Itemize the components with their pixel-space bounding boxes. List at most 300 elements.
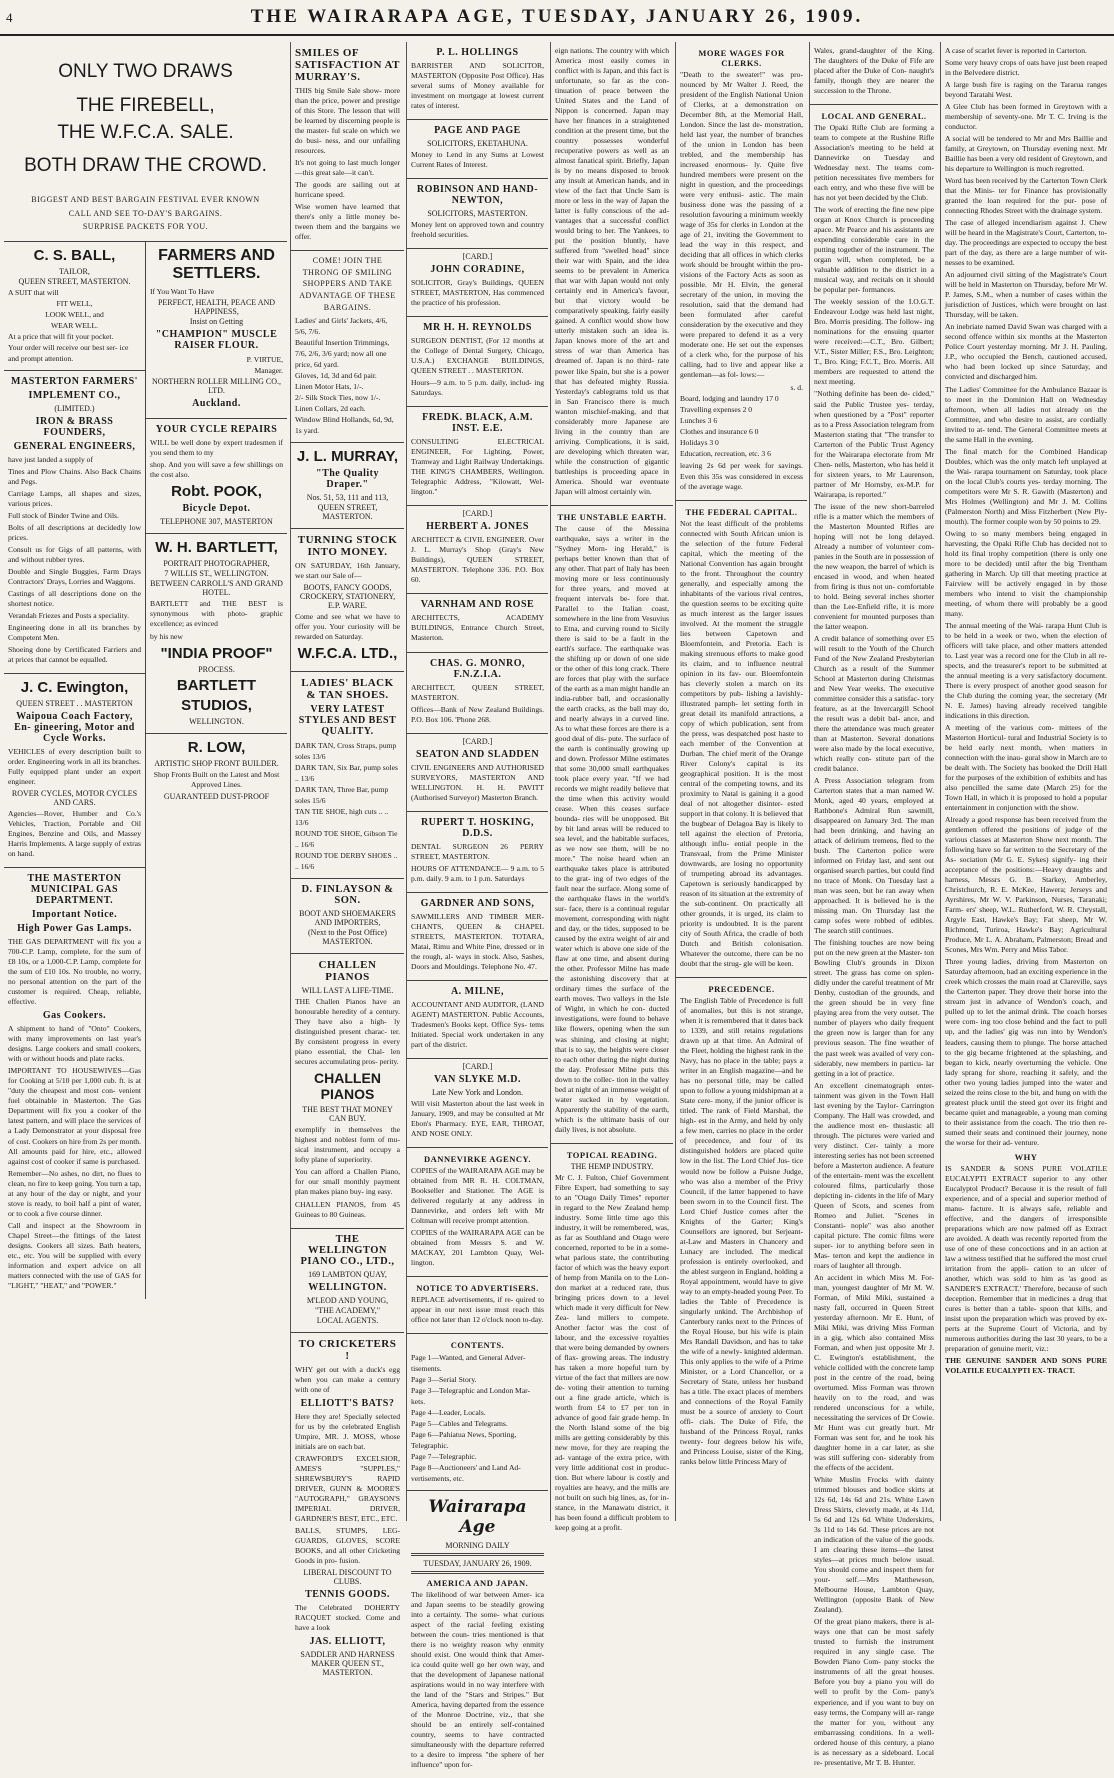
ad-line: WELLINGTON. bbox=[189, 716, 244, 726]
article-america-japan-cont bbox=[551, 42, 673, 506]
ad-line: DARK TAN, Three Bar, pump soles 15/6 bbox=[295, 785, 389, 806]
news-paragraph: The Opaki Rifle Club are forming a team to compete at the Rushine Rifle Association's meeting to be held at Dannevirke on Tuesday and Wednesday next. The teams com- petition necessitates five members for each entry, and who these five will be has not yet been decided by the Club. bbox=[814, 123, 934, 203]
ad-headline: BOTH DRAW THE CROWD. bbox=[24, 155, 267, 177]
ad-headline: TENNIS GOODS. bbox=[305, 1588, 390, 1600]
ad-low-builder bbox=[146, 734, 287, 808]
contents-entry: Page 7—Telegraphic. bbox=[411, 1452, 477, 1462]
ad-line: At a price that will fit your pocket. bbox=[8, 331, 114, 341]
card-hosking bbox=[407, 812, 548, 893]
advertiser-name: JAS. ELLIOTT, bbox=[309, 1635, 386, 1647]
ad-line: Engineering done in all its branches by Competent Men. bbox=[8, 623, 141, 643]
news-paragraph: Three young ladies, driving from Masterton on Saturday afternoon, had an exciting experience in the creek which crosses the main road at Clareville, says the Carterton paper. They drove their horse into the stream just in advance of Wendon's coach, and pulled up to let the animal drink. The coach horses were com- ing too close behind and the fact to pull up, and the ladies' gig was run into by Wendon's leaders, causing them to plunge. The horse attached to the gig became frightened at the splashing, and began to kick, nearly overturning the vehicle. One lady sprang for shore, reaching it safely, and the other two young ladies jumped into the water and seized the reins close to the bit, and hung on with the greatest pluck until the steed got over its fright and became quiet and manageable, a young man coming to their assistance from the coach. The trio then re- sumed their seats and continued their journey, none the worse for their ad- venture. bbox=[945, 957, 1107, 1147]
ad-line: BETWEEN CARROLL'S AND GRAND HOTEL. bbox=[150, 578, 283, 597]
ad-line: Verandah Friezes and Posts a speciality. bbox=[8, 611, 129, 620]
contents-entry: Page 3—Telegraphic and London Mar- kets. bbox=[411, 1386, 531, 1407]
ad-headline: ONLY TWO DRAWS bbox=[58, 61, 233, 82]
ad-line: QUEEN STREET, MASTERTON. bbox=[317, 503, 378, 522]
column-1 bbox=[4, 42, 287, 1521]
expense-row: Clothes and insurance 6 0 bbox=[680, 427, 759, 437]
news-paragraph: The finishing touches are now being put on the new green at the Master- ton Bowling Club's grounds in Dixon street. The grass has come on splen- didly under the careful treatment of Mr Denby, custodian of the grounds, and the green should be in very fine playing area from the very outset. The number of players who daily frequent the green now is larger than for any previous season. The fine weather of the past week was availed of very con- siderably, new members in particu- lar getting in a lot of practice. bbox=[814, 938, 934, 1078]
ad-line: Carriage Lamps, all shapes and sizes, various prices. bbox=[8, 488, 141, 508]
article-headline: TOPICAL READING. bbox=[566, 1149, 658, 1160]
card-seaton bbox=[407, 734, 548, 812]
article-text: leaving 2s 6d per week for savings. Even this 35s was considered in excess of the average wage. bbox=[680, 461, 803, 491]
card-text: Will visit Masterton about the last week in January, 1909, and may be consulted at Mr Ebon's Pharmacy. EYE, EAR, THROAT, AND NOSE ONLY. bbox=[411, 1098, 544, 1138]
ad-text: THE GENUINE SANDER AND SONS PURE VOLATILE EUCALYPTI EX- TRACT. bbox=[945, 1355, 1107, 1375]
article-headline: THE UNSTABLE EARTH. bbox=[557, 511, 667, 522]
advertiser-name: CHAS. G. MONRO, F.N.Z.I.A. bbox=[430, 657, 525, 680]
card-text: Hours—9 a.m. to 5 p.m. daily, includ- ing Saturdays. bbox=[411, 378, 544, 398]
ad-line: LOCAL AGENTS. bbox=[316, 1315, 379, 1325]
newspaper-title: THE WAIRARAPA AGE, TUESDAY, JANUARY 26, 1909. bbox=[250, 6, 864, 27]
ad-headline: Bicycle Depot. bbox=[182, 502, 251, 514]
advertiser-name: FREDK. BLACK, A.M. INST. E.E. bbox=[422, 412, 533, 435]
ad-line: A shipment to hand of "Onto" Cookers, with many improvements on last year's designs. Large cookers and small cookers, with or without hoods and plate racks. bbox=[8, 1024, 141, 1064]
section-heading: CONTENTS. bbox=[450, 1340, 505, 1351]
ad-headline: IRON & BRASS FOUNDERS, bbox=[35, 415, 114, 438]
card-text: ACCOUNTANT AND AUDITOR, (LAND AGENT) MASTERTON. Public Accounts, Tradesmen's Books kept. Office Sys- tems Initiated. Special work undertaken in any part of the district. bbox=[411, 999, 544, 1049]
ad-line: IMPORTANT TO HOUSEWIVES—Gas for Cooking at 5/10 per 1,000 cub. ft. is at "duty the cheapest and most con- venient fuel obtainable in Masterton. The Gas Department will fix you a cooker of the latest pattern, and will place the services of a Lady Demonstrator at your disposal free of cost. Cookers on hire from 2s per month. All amounts paid for hire, etc., allowed against cost of cooker if same is purchased. bbox=[8, 1066, 141, 1166]
article-headline: LOCAL AND GENERAL. bbox=[821, 111, 927, 122]
ad-line: WEAR WELL. bbox=[50, 320, 99, 330]
card-text: SURGEON DENTIST, (For 12 months at the College of Dental Surgery, Chicago, U.S.A.) EXCHANGE BUILDINGS, QUEEN STREET . . MASTERTON. bbox=[411, 336, 544, 376]
ad-line: You can afford a Challen Piano, for our small monthly payment plan makes piano buy- ing easy. bbox=[295, 1167, 400, 1197]
ad-headline: COME! JOIN THE THRONG OF SMILING SHOPPERS AND TAKE ADVANTAGE OF THESE BARGAINS. bbox=[299, 256, 396, 312]
advertiser-name: VAN SLYKE M.D. bbox=[433, 1073, 522, 1085]
ad-line: have just landed a supply of bbox=[8, 454, 93, 464]
ad-cycle-repairs bbox=[146, 419, 287, 534]
ad-line: If You Want To Have bbox=[150, 286, 215, 296]
card-page-and-page bbox=[407, 120, 548, 179]
advertiser-name: J. C. Ewington, bbox=[20, 679, 129, 697]
column-6 bbox=[809, 42, 938, 1767]
ad-headline: WHY bbox=[1014, 1151, 1038, 1162]
card-text: DENTAL SURGEON 26 PERRY STREET, MASTERTON. bbox=[411, 841, 544, 861]
column-2 bbox=[290, 42, 404, 1677]
ad-line: THE BEST THAT MONEY CAN BUY. bbox=[302, 1105, 393, 1124]
masthead bbox=[0, 0, 1114, 36]
card-van-slyke bbox=[407, 1059, 548, 1148]
ad-line: WILL be well done by expert tradesmen if you send them to my bbox=[150, 437, 283, 457]
article-subheading: THE HEMP INDUSTRY. bbox=[570, 1161, 654, 1171]
ad-masterton-farmers-implement bbox=[4, 371, 145, 674]
ad-line: BOOTS, FANCY GOODS, CROCKERY, STATIONERY, E.P. WARE. bbox=[299, 583, 396, 611]
ad-line: Linen Motor Hats, 1/-. bbox=[295, 382, 364, 392]
ad-murray-draper bbox=[291, 443, 404, 529]
card-text: ARCHITECTS, ACADEMY BUILDINGS, Entrance Church Street, Masterton. bbox=[411, 613, 544, 643]
ad-wellington-piano bbox=[291, 1229, 404, 1333]
news-paragraph: A credit balance of something over £5 will result to the Youth of the Church Fund of the New Zealand Presbyterian Church as a result of the Summer School at Masterton during Christmas and New Year weeks. The executive committee consider this a satisfac- tory feature, as at the Invercargill School the result was a debit bal- ance, and there the attendance was much greater than at Masterton. Several donations were also made by the local executive, which really con- stitute part of the credit balance. bbox=[814, 633, 934, 774]
ad-headline: TO CRICKETERS ! bbox=[298, 1337, 397, 1362]
news-paragraph: A large bush fire is raging on the Tararua ranges beyond Taratahi West. bbox=[945, 80, 1107, 100]
article-headline: AMERICA AND JAPAN. bbox=[426, 1578, 529, 1589]
ad-line: WHY get out with a duck's egg when you can make a century with one of bbox=[295, 1364, 400, 1394]
ad-headline: CHALLEN PIANOS bbox=[314, 1070, 381, 1103]
ad-text: IS SANDER & SONS PURE VOLATILE EUCALYPTI EXTRACT superior to any other Eucalyptol Product? Because it is the result of full experience, and of a special and superior method of manu- facture. It is always safe, reliable and effective, and the dangers of irresponsible preparations which are now palmed off as Extract are avoided. A death was recently reported from the use of one of these concoctions and in an action at law a witness testified that he suffered the most cruel irritation from the appli- cation to an ulcer of another, which was sold to him as 'as good as SANDER'S EXTRACT.' Therefore, because of such deception. Remember that in medicines a drug that cures is better than a table- spoon that kills, and insist upon the preparation which was proved by ex- perts at the Supreme Court of Victoria, and by numerous authorities during the last 30 years, to be a preparation of genuine merit, viz.: bbox=[945, 1163, 1107, 1353]
news-paragraph: The final match for the Combined Handicap Doubles, which was the only match left unplayed at the Wai- rarapa tournament on Saturday, took place on the local Club's courts yes- terday morning. The competitors were Mr S. R. Gawith (Masterton) and Mrs Holmes (Wellington) and Mr J. M. Collins (Palmerston North) and Miss Fitzherbert (New Ply- mouth). The former couple won by 50 points to 29. bbox=[945, 446, 1107, 526]
ad-line: Call and inspect at the Showroom in Chapel Street—the fittings of the latest designs. Cookers all sizes. Bath heaters, etc., etc. You will be supplied with every information and expert advice on all matters connected with the use of GAS for "LIGHT," "HEAT," and "POWER." bbox=[8, 1220, 141, 1290]
contents-entry: Page 3—Serial Story. bbox=[411, 1375, 477, 1385]
ad-headline: VERY LATEST STYLES AND BEST QUALITY. bbox=[298, 704, 397, 738]
ad-row bbox=[4, 242, 287, 1299]
ad-line: Insist on Getting bbox=[189, 316, 244, 326]
news-paragraph: A Glee Club has been formed in Greytown with a membership of seventy-one. Mr T. C. Irving is the conductor. bbox=[945, 102, 1107, 132]
advertiser-name: ROBINSON AND HAND-NEWTON, bbox=[416, 184, 539, 207]
ad-line: Consult us for Gigs of all patterns, with and without rubber tyres. bbox=[8, 544, 141, 564]
ad-line: CALL AND SEE TO-DAY'S BARGAINS. bbox=[68, 208, 223, 218]
section-heading: DANNEVIRKE AGENCY. bbox=[424, 1153, 531, 1164]
expense-row: Travelling expenses 2 0 bbox=[680, 405, 753, 415]
card-text: SOLICITOR, Gray's Buildings, QUEEN STREET, MASTERTON, Has commenced the practice of his profession. bbox=[411, 278, 544, 308]
card-text: SOLICITORS, MASTERTON. bbox=[427, 209, 528, 219]
article-text: The cause of the Messina earthquake, says a writer in the "Sydney Morn- ing Herald," is perhaps better known than that of any other. That part of Italy has been moving more or less continuously for three years, and moved at frequent intervals be- fore that. Parallel to the Italian coast, somewhere in the line from Vesuvius to Etna, and curving round to Sicily there is said to be a fault in the earth's surface. The earthquake was the shifting up or down of one side or the other of this long crack. There are forces that play with the surface of the earth as a man might handle an india-rubber ball, and occasionally the earth cracks, as the ball may do, and nearly always in a curved line. As to what these forces are there is a good deal of dis- pute. The surface of the earth is continually growing up and down. Professor Milne estimates that some 30,000 small earthquakes took place every year. "If we had records we might readily believe that the time when this activity would cease. When this ceases surface bounda- ries will be unopposed. Bit by bit land areas will be reduced to sea level, and the habitable surfaces, as we now see them, will be no more." The noise heard when an earthquake takes place is attributed to the grat- ing of two edges of the fault near the surface. Along some of the earthquake flaws in the world's sur- face, there is a continual regular movement, corresponding with night and day, or the tides, supposed to be caused by the extra weight of air and water which is above one side of the flaw at one time, and absent during the other. Professor Milne has made the astonishing discovery that at ordinary times the surface of the earth moves. Two valleys in the Isle of Wight, in which he con- ducted investigations, were found to behave like flowers, opening when the sun was shining, and closing at night; that is to say, the heights were closer to each other during the night during the day. Professor Milne puts this down to the collec- tion in the valley bed at night of an immense weight of water sucked in by vegetation. Apparently the stability of the earth, which is the ultimate basis of our daily lives, is not absolute. bbox=[555, 523, 669, 1134]
ad-line: BALLS, STUMPS, LEG-GUARDS, GLOVES, SCORE BOOKS, and all other Cricketing Goods in pro- fusion. bbox=[295, 1525, 400, 1565]
card-text: CIVIL ENGINEERS AND AUTHORISED SURVEYORS, MASTERTON AND WELLINGTON. H. H. PAVITT (Authorised Surveyor) Masterton Branch. bbox=[411, 762, 544, 802]
advertiser-name: W.F.C.A. LTD., bbox=[297, 645, 398, 663]
notice-text: COPIES of the WAIRARAPA AGE can be obtained from Messrs S. and W. MACKAY, 201 Lambton Quay, Wel- lington. bbox=[411, 1228, 544, 1268]
column-7 bbox=[940, 42, 1111, 1521]
ad-headline: ELLIOTT'S BATS? bbox=[300, 1397, 395, 1409]
card-milne bbox=[407, 981, 548, 1059]
ad-gas-department bbox=[4, 868, 145, 1299]
local-news-cont bbox=[941, 42, 1111, 1384]
advertiser-name: D. FINLAYSON & SON. bbox=[301, 884, 394, 907]
column-5 bbox=[675, 42, 807, 1521]
expense-row: Board, lodging and laundry 17 0 bbox=[680, 394, 779, 404]
expense-table-head: s. d. bbox=[790, 383, 803, 393]
ad-line: It's not going to last much longer—this great sale—it can't. bbox=[295, 158, 400, 178]
ad-line: SURPRISE PACKETS FOR YOU. bbox=[82, 222, 209, 232]
ad-line: 2/- Silk Stock Ties, now 1/-. bbox=[295, 393, 381, 403]
ad-line: The goods are sailing out at hurricane speed. bbox=[295, 180, 400, 200]
ad-line: exemplify in themselves the highest and noblest form of mu- sical instrument, and occupy a lofty plane of superiority. bbox=[295, 1125, 400, 1165]
ad-line: DARK TAN, Six Bar, pump soles .. 13/6 bbox=[295, 763, 398, 784]
expense-row: Education, recreation, etc. 3 6 bbox=[680, 449, 771, 459]
notice-dannevirke-agency bbox=[407, 1148, 548, 1277]
ad-line: Shop Fronts Built on the Latest and Most Approved Lines. bbox=[153, 769, 280, 789]
advertiser-name: J. L. MURRAY, bbox=[296, 448, 399, 466]
nameplate-title: Wairarapa Age bbox=[428, 1497, 527, 1538]
ad-line: Agencies—Rover, Humber and Co.'s Vehicles, Traction, Portable and Oil Engines, Benzine and Oils, and Massey Harris Implements. A large supply of extras on hand. bbox=[8, 809, 141, 859]
card-robinson bbox=[407, 179, 548, 249]
advertiser-name: THE WELLINGTON PIANO CO., LTD., bbox=[300, 1233, 395, 1267]
card-hollings bbox=[407, 42, 548, 120]
ad-wfca-draws bbox=[4, 42, 287, 242]
advertiser-name: A. MILNE, bbox=[450, 985, 505, 997]
page-number: 4 bbox=[6, 10, 13, 25]
news-paragraph: The annual meeting of the Wai- rarapa Hunt Club is to be held in a week or two, when the election of officers will take place, and other matters attended to. Last year was a record one for the Club in all re- spects, and the treasurer's report to be submitted at the annual meeting is a very satisfactory document. There is every prospect of another good season for the Club during the coming year, the secretary (Mr N. E. James) having already received tangible indications in this direction. bbox=[945, 620, 1107, 720]
ad-line: Manager. bbox=[254, 365, 283, 375]
ad-line: PERFECT, HEALTH, PEACE AND HAPPINESS, bbox=[157, 297, 276, 316]
contents-entry: Page 6—Pahiatua News, Sporting, Telegraphic. bbox=[411, 1430, 517, 1451]
ad-line: Shoeing done by Certificated Farriers and at prices that cannot be equalled. bbox=[8, 645, 141, 665]
news-paragraph: The issue of the new short-barreled rifle is a matter which the members of the Masterton Mounted Rifles are hoping will not be long delayed. Already a number of volunteer com- panies in the South are in possession of the new weapon, the barrel of which is encased in wood, and when heated from firing is thus not un- comfortable to hold. Being several inches shorter than the Lee-Enfield rifle, it is more convenient for mounted purposes than the latter weapon. bbox=[814, 501, 934, 631]
card-gardner bbox=[407, 893, 548, 981]
advertiser-name: P. L. HOLLINGS bbox=[436, 47, 519, 58]
news-paragraph: A social will be tendered to Mr and Mrs Baillie and family, at Greytown, on Thursday evening next. Mr Baillie has been a very old resident of Greytown, and his departure to Wellington is much regretted. bbox=[945, 134, 1107, 174]
advertiser-name: HERBERT A. JONES bbox=[426, 521, 529, 533]
article-text: Mr C. J. Fulton, Chief Government Fibre Expert, had something to say to an "Otago Daily Times" reporter in regard to the New Zealand hemp industry. Some little time ago this industry, it will be remembered, was, as far as Southland and Otago were concerned, reported to be in a some- what parlous state, the contributing factor of which was the heavy export of hemp from Manila on to the Lon- don market at a reduced rate, thus bringing prices down to a level which made it very difficult for New Zea- land millers to compete. Another factor was the cost of labour, and the excessive royalties that were being demanded by owners of flax- growing areas. The industry has taken a more hopeful turn by virtue of the fact that millers are now de- voting their attention to turning out a fine grade article, which is worth from £4 to £7 per ton in advance of good fair grade hemp. In the North Island some of the big mills are getting considerably by this new move, for they are reaping the ad- vantage of the extra price, with very little additional cost in produc- tion. But where labour is costly and royalties are heavy, and the mills are not built on such big lines, as, for in- stance, in the Manawatu district, it has been found a difficult problem to keep going at a profit. bbox=[555, 1172, 669, 1533]
ad-line: GUARANTEED DUST-PROOF bbox=[163, 791, 270, 801]
news-paragraph: The work of erecting the fine new pipe organ at Knox Church is proceeding apace. Mr Pearce and his assistants are expending considerable care in the putting together of the instrument. The organ will, when completed, be a valuable addition to the district in a musical way, and recitals on it should be popular per- formances. bbox=[814, 205, 934, 295]
news-paragraph: The weekly session of the I.O.G.T. Endeavour Lodge was held last night, Bro. Morris presiding. The follow- ing nominations for the ensuing quarter were received:—C.T., Bro. Gilbert; V.T., Sister Miller; F.S., Bro. Leighton; T., Bro. King; F.C.T., Bro. Morris. All members are requested to attend the next meeting. bbox=[814, 297, 934, 387]
card-text: HOURS OF ATTENDANCE— 9 a.m. to 5 p.m. daily. 9 a.m. to 1 p.m. Saturdays bbox=[411, 863, 544, 883]
article-text: eign nations. The country with which America most easily comes in conflict with is Japan, and this fact is unfortunate, so far as the con- tinuation of peace between the United States and the Land of Nippon is concerned. Japan may have her finances in a straightened condition at the present time, but the country possesses wonderful recuperative powers as well as an almost fanatical spirit. Briefly, Japan is by no means disposed to brook any insult at American hands, and in view of the fact that Uncle Sam is more or less in the way of Japan the latter is fully conscious of the ad- vantages that a successful conflict would bring to her. The Yankees, to put the position bluntly, have suffered from "swelled head" since their war with Spain, and the idea seems to be prevalent in America that war with Japan would not only certainly end in America's favour, but that victory would be comparatively speaking, fairly easily gained. A conflict would show how utterly mistaken such an idea is. Japan knows more of the art and stress of war than America has dreamed of. Japan is no third- rate power like Spain, but she is a power that has defeated mighty Russia. Yesterday's cablegrams told us that in San Francisco there is much wanton mischief-making, and that considerably more Japanese are living in the country than are arriving. Complications, it is said, are developing which threaten war, while the construction of gigantic battleships is proceeding apace in America. Should war eventuate Japan will almost certainly win. bbox=[555, 46, 669, 496]
ad-headline: "CHAMPION" MUSCLE RAISER FLOUR. bbox=[155, 328, 278, 351]
card-reynolds bbox=[407, 317, 548, 407]
nameplate-date: TUESDAY, JANUARY 26, 1909. bbox=[423, 1559, 532, 1569]
column-3 bbox=[406, 42, 548, 1770]
ad-line: Full stock of Binder Twine and Oils. bbox=[8, 510, 119, 520]
ad-line: LOOK WELL, and bbox=[45, 309, 104, 319]
ad-ladies-shoes bbox=[291, 672, 404, 879]
ad-smiles-murray bbox=[291, 42, 404, 251]
article-headline: THE FEDERAL CAPITAL. bbox=[685, 506, 798, 517]
ad-ball-tailor bbox=[4, 242, 145, 371]
ad-line: "THE ACADEMY," bbox=[314, 1305, 381, 1315]
ad-line: ROUND TOE DERBY SHOES .. .. 16/6 bbox=[295, 851, 398, 872]
ad-line: Window Blind Hollands, 6d, 9d, 1s yard. bbox=[295, 415, 394, 436]
ad-ewington bbox=[4, 674, 145, 868]
news-paragraph: Owing to so many members being engaged in harvesting, the Opaki Rifle Club has decided not to hold its final trophy competition (there is only one more to be decided) until after the big Trentham gathering in March. Up till that meeting practice at Fairview will be actively engaged in by those members who intend to visit the championship meeting, of whom there will probably be a good many. bbox=[945, 528, 1107, 618]
ad-headline: TURNING STOCK INTO MONEY. bbox=[297, 534, 398, 559]
ad-line: TAN TIE SHOE, high cuts .. .. 13/6 bbox=[295, 807, 389, 828]
ad-line: LIBERAL DISCOUNT TO CLUBS. bbox=[303, 1567, 392, 1586]
news-paragraph: An adjourned civil sitting of the Magistrate's Court will be held in Masterton on Thursday, before Mr W. P. James, S.M., when a number of cases within the jurisdiction of Justices, which were brought on last Thursday, will be taken. bbox=[945, 270, 1107, 320]
news-paragraph: White Muslin Frocks with dainty trimmed blouses and bodice skirts at 12s 6d, 14s 6d and 21s. White Lawn Dress Skirts, cleverly made, at 4s 11d, 5s 6d and 12s 6d. White Underskirts, 3s 11d to 14s 6d. These prices are not an indication of the value of the goods. I am clearing these items—the latest styles—at prices much below usual. You should come and inspect them for your- self.—Mrs Matthewson, Melbourne House, Lambton Quay, Wellington (opposite Bank of New Zealand). bbox=[814, 1475, 934, 1615]
ad-line: TELEPHONE 307, MASTERTON bbox=[160, 516, 273, 526]
news-paragraph: "Nothing definite has been de- cided," said the Public Trustee yes- terday, when questioned by a "Post" reporter as to a Press Association telegram from Masterton stating that "The transfer to Carterton of the Public Trust Agency for the Wairarapa electorate from Mr Chen- nells, Masterton, who has held it for sixteen years, to Mr Laurenson, partner of Mr Hornsby, ex-M.P. for Wairarapa, is reported." bbox=[814, 389, 934, 499]
ad-line: Here they are! Specially selected for us by the celebrated English Umpire, MR. J. MOSS, whose initials are on each bat. bbox=[295, 1411, 400, 1451]
ad-line: PROCESS. bbox=[198, 664, 235, 674]
ad-headline: "INDIA PROOF" bbox=[160, 644, 273, 662]
ad-line: 169 LAMBTON QUAY, bbox=[308, 1269, 387, 1279]
contents-entry: Page 5—Cables and Telegrams. bbox=[411, 1419, 508, 1429]
ad-line: 7 WILLIS ST., WELLINGTON. bbox=[164, 568, 269, 578]
ad-headline: Waipoua Coach Factory, En- gineering, Motor and Cycle Works. bbox=[14, 711, 135, 745]
ad-bartlett bbox=[146, 534, 287, 734]
ad-headline: Auckland. bbox=[192, 397, 241, 409]
card-text: BARRISTER AND SOLICITOR, MASTERTON (Opposite Post Office). Has several sums of Money available for investment on mortgage at lowest current rates of interest. bbox=[411, 61, 544, 111]
news-paragraph: A case of scarlet fever is reported in Carterton. bbox=[945, 46, 1087, 55]
ad-line: VEHICLES of every description built to order. Engineering work in all its branches. Fully equipped plant under an expert engineer. bbox=[8, 747, 141, 787]
ad-line: Beautiful Insertion Trimmings, 7/6, 2/6, 3/6 yard; now all one price, 6d yard. bbox=[295, 338, 390, 370]
ad-headline: LADIES' BLACK & TAN SHOES. bbox=[301, 677, 394, 702]
ad-headline: MASTERTON FARMERS' bbox=[11, 375, 138, 387]
ad-line: QUEEN STREET, MASTERTON. bbox=[18, 276, 131, 286]
column-4 bbox=[550, 42, 673, 1533]
article-more-wages bbox=[676, 42, 807, 501]
notice-text: COPIES of the WAIRARAPA AGE may be obtained from MR R. H. COLTMAN, Bookseller and Stationer. The AGE is delivered regularly at any address in Dannevirke, and orders left with Mr Coltman will receive prompt attention. bbox=[411, 1165, 544, 1225]
ad-line: Come and see what we have to offer you. Your curiosity will be rewarded on Saturday. bbox=[295, 612, 400, 642]
article-unstable-earth bbox=[551, 506, 673, 1144]
ad-headline: YOUR CYCLE REPAIRS bbox=[155, 423, 278, 435]
card-coradine bbox=[407, 249, 548, 317]
ad-headline: STUDIOS, bbox=[181, 696, 252, 714]
ad-line: TAILOR, bbox=[59, 266, 90, 276]
ad-line: Castings of all descriptions done on the shortest notice. bbox=[8, 588, 141, 608]
news-paragraph: Some very heavy crops of oats have just been reaped in the Belvedere district. bbox=[945, 58, 1107, 78]
card-text: SOLICITORS, EKETAHUNA. bbox=[427, 139, 528, 149]
ad-line: WILL LAST A LIFE-TIME. bbox=[301, 986, 394, 996]
ad-line: (Next to the Post Office) MASTERTON. bbox=[308, 928, 387, 947]
article-precedence bbox=[676, 978, 807, 1475]
notice-text: REPLACE advertisements, if re- quired to appear in our next issue must reach this office not later than 12 o'clock noon to-day. bbox=[411, 1295, 544, 1325]
ad-headline: THE MASTERTON MUNICIPAL GAS DEPARTMENT. bbox=[27, 873, 122, 907]
ad-line: ROUND TOE SHOE, Gibson Tie .. 16/6 bbox=[295, 829, 398, 850]
ad-line: Linen Collars, 2d each. bbox=[295, 404, 366, 414]
article-precedence-cont bbox=[810, 42, 938, 105]
ad-headline: Gas Cookers. bbox=[42, 1010, 107, 1022]
ad-headline: WELLINGTON. bbox=[308, 1281, 387, 1293]
ad-headline: SMILES OF SATISFACTION AT MURRAY'S. bbox=[295, 47, 400, 83]
news-paragraph: Word has been received by the Carterton Town Clerk that the Minis- ter for Finance has provisionally granted the loan required for the pur- pose of connecting Rhodes Street with the drainage system. bbox=[945, 176, 1107, 216]
news-paragraph: An accident in which Miss M. For- man, youngest daughter of Mr M. W. Forman, of Miki Miki, sustained a nasty fall, occurred in Queen Street yesterday afternoon. Mr E. Hunt, of Miki Miki, was driving Miss Forman in a gig, which also contained Miss Forman, and when just opposite Mr J. C. Ewington's establishment, the vehicle collided with the concrete lamp post in the centre of the road, being overturned. Miss Forman was thrown heavily on to the road, and was rendered unconscious for a while, necessitating the services of Dr Cowie. Mr Hunt was cut greatly hurt. Mr Forman was sent for, and he took his daughter home in a car later, as she was still suffering con- siderably from the effects of the accident. bbox=[814, 1272, 934, 1473]
ad-line: ARTISTIC SHOP FRONT BUILDER. bbox=[154, 758, 279, 768]
ad-line: A SUIT that will bbox=[8, 287, 59, 297]
ad-line: THIS big Smile Sale show- more than the price, power and prestige of this Store. The lesson that will be learned by discerning people is the master- ful scale on which we do busi- ness, and our unfailing resources. bbox=[295, 86, 400, 156]
ad-farmers-settlers bbox=[146, 242, 287, 419]
card-varnham bbox=[407, 594, 548, 652]
card-text: Offices—Bank of New Zealand Buildings. P.O. Box 106. 'Phone 268. bbox=[411, 704, 544, 724]
article-text: Wales, grand-daughter of the King. The daughters of the Duke of Fife are placed after the Duke of Con- naught's family, though they are nearer the succession to the Throne. bbox=[814, 46, 934, 96]
article-text: The likelihood of war between Amer- ica and Japan seems to be steadily growing into a certainty. The some- what curious aspect of the racial feeling existing between the coun- tries mentioned is that there is no weighty reason why enmity should exist. One would think that Amer- ica could quite well go her own way, and that the development of Japanese national aspirations would in no way interfere with the land of the "Stars and Stripes." But America, having departed from the essence of the Monroe Doctrine, viz., that she should be an entirely self-contained country, seems to have contracted simultaneously with the departure referred to a desire to impress "the sphere of her influence" upon for- bbox=[411, 1590, 544, 1770]
ad-headline: CHALLEN PIANOS bbox=[318, 959, 377, 984]
notice-advertisers bbox=[407, 1277, 548, 1334]
ad-line: PORTRAIT PHOTOGRAPHER, bbox=[163, 558, 270, 568]
news-paragraph: A Press Association telegram from Carterton states that a man named W. Monk, aged 40 years, employed at Rathbone's Admiral Run sawmill, disappeared on January 3rd. The man had been drinking, and having an attack of delirium tremens, fled to the bush. The Carterton police were informed on Friday last, and sent out organised search parties, but could find no trace of Monk. On Tuesday last a man was seen, but he ran away when approached. It is believed he is the missing man. On Thursday last the camp sofes were robbed of edibles. The search still continues. bbox=[814, 776, 934, 936]
ad-line: M'LEOD AND YOUNG, bbox=[306, 1295, 389, 1305]
article-text: "Death to the sweater!" was pro- nounced by Mr Walter J. Reed, the president of the English National Union of Clerks, at a demonstration on December 8th, at the Memorial Hall, London. Since the last de- monstration, held last year, the number of branches of the union in London has been trebled, and the membership has increased enormous- ly. Quite five hundred members were present on the night in question, and the proceedings were very enthusi- astic. The main business done was the passing of a resolution favouring a minimum weekly wage of 35s for clerks in London at the age of 21, inviting the Government to lead the way in this respect, and deciding that all offices in which clerks work should be brought within the pro- visions of the Factory Acts as soon as possible. Mr H. Elvin, the general secretary of the union, in moving the resolution, said that the demand had been formulated after careful consideration by the executive and they were prepared to defend it as a very moderate one. He set out the expenses of a clerk who, for the purpose of his calling, had to live and appear like a gentleman—as fol- lows:— bbox=[680, 70, 803, 380]
ad-finlayson bbox=[291, 879, 404, 954]
card-text: CONSULTING ELECTRICAL ENGINEER, For Lighting, Power, Tramway and Light Railway Undertakings. THE KING'S CHAMBERS, Wellington. Telegraphic Address, "Kilowatt, Wel- lington." bbox=[411, 437, 544, 497]
ad-throng bbox=[291, 251, 404, 443]
section-heading: NOTICE TO ADVERTISERS. bbox=[416, 1283, 539, 1294]
contents-entry: Page 8—Auctioneers' and Land Ad- vertisements, etc. bbox=[411, 1463, 521, 1484]
advertiser-name: C. S. BALL, bbox=[33, 246, 116, 264]
ad-line: (LIMITED.) bbox=[54, 403, 95, 413]
ad-line: CHALLEN PIANOS, from 45 Guineas to 80 Guineas. bbox=[295, 1199, 400, 1219]
ad-line: by his new bbox=[150, 631, 183, 641]
ad-turning-stock bbox=[291, 529, 404, 672]
ad-line: SADDLER AND HARNESS MAKER QUEEN ST., MASTERTON. bbox=[300, 1649, 395, 1677]
ad-line: Ladies' and Girls' Jackets, 4/6, 5/6, 7/6. bbox=[295, 316, 388, 337]
ad-line: ON SATURDAY, 16th January, we start our Sale of— bbox=[295, 561, 400, 581]
expense-row: Holidays 3 0 bbox=[680, 438, 719, 448]
card-text: Money lent on approved town and country freehold securities. bbox=[411, 220, 544, 240]
ad-headline: THE FIREBELL, bbox=[76, 94, 215, 116]
ad-headline: FARMERS AND SETTLERS. bbox=[158, 246, 275, 282]
card-label: [CARD.] bbox=[462, 736, 493, 746]
ad-headline: IMPLEMENT CO., bbox=[28, 389, 121, 401]
ad-line: BOOT AND SHOEMAKERS AND IMPORTERS, bbox=[299, 909, 396, 928]
card-text: Money to Lend in any Sums at Lowest Current Rates of Interest. bbox=[411, 150, 544, 170]
card-jones bbox=[407, 506, 548, 594]
article-text: The English Table of Precedence is full of anomalies, but this is not strange, when it is remembered that it dates back to 1339, and still retains regulations drawn up at that time. An Admiral of the Fleet, holding the highest rank in the Navy, has no place in the table; pays a writer in an English magazine—and he has no personal title, may be called upon to follow a young midshipman at a State cere- mony, if the junior officer is titled. The rank of Field Marshal, the high- est in the Army, and held by only a few men, carries no place in the order of precedence, and four of its distinguished holders are placed quite low in the list. The Lord Chief Jus- tice would now be follow a Puisne Judge, who was also a member of the Privy Council, if the latter happened to have been sworn in to the Council first. The Lord Chief Justice comes after the Knights of the Garter; King's Counsellors are ignored, but Serjeant-at-Law and Masters in Chancery and Lunacy are included. The medical profession is entirely overlooked, and the ablest surgeon in England, holding a Royal appointment, would have to give way to an empty-headed young Peer. To ladies the Table of Precedence is singularly unkind. The Archbishop of Canterbury ranks next to the Princes of the Royal House, but his wife is plain Mrs Randall Davidson, and has to take the wife of a newly- knighted alderman. This only applies to the wife of a Prime Minister, or a Lord Chancellor, or a Secretary of State, unless her husband has a title. The exact places of members and connections of the Royal Family must be a source of anxiety to Court offi- cials. The Duke of Fife, the husband of the Princess Royal, ranks twenty- four degrees below his wife, and Princess Louise, sister of the King, ranks below little Princess Mary of bbox=[680, 996, 803, 1466]
ad-line: Nos. 51, 53, 111 and 113, bbox=[306, 493, 389, 503]
news-paragraph: The Ladies' Committee for the Ambulance Bazaar is to meet in the Dominion Hall on Wednesday afternoon, when all ladies not already on the Committee, and who desire to assist, are cordially invited to at- tend. The General Committee meets at the same Hall in the evening. bbox=[945, 384, 1107, 444]
advertiser-name: PAGE AND PAGE bbox=[434, 125, 521, 137]
ad-headline: Important Notice. bbox=[31, 909, 118, 921]
card-text: ARCHITECT, QUEEN STREET, MASTERTON. bbox=[411, 682, 544, 702]
ad-headline: "The Quality Draper." bbox=[316, 468, 379, 491]
ad-line: CRAWFORD'S EXCELSIOR, AMES'S "SUPPLES," SHREWSBURY'S RAPID DRIVER, GUNN & MOORE'S "AUTOGRAPH," GRAYSON'S IMPERIAL DRIVER, GARDNER'S BEST, ETC., ETC. bbox=[295, 1453, 400, 1523]
advertiser-name: GARDNER AND SONS, bbox=[420, 897, 535, 909]
ad-line: NORTHERN ROLLER MILLING CO., LTD. bbox=[151, 376, 282, 395]
ad-cricketers bbox=[291, 1333, 404, 1684]
ad-line: Remember—No ashes, no dirt, no flues to clean, no fire to keep going. You turn a tap, at any hour of the day or night, and your stove is ready, to boil half a pint of water, or to cook a five course dinner. bbox=[8, 1168, 141, 1218]
ad-line: BIGGEST AND BEST BARGAIN FESTIVAL EVER KNOWN bbox=[31, 195, 260, 204]
card-text: Late New York and London. bbox=[431, 1087, 524, 1097]
ad-line: Wise women have learned that there's only a little money be- tween them and the bargains we offer. bbox=[295, 202, 400, 242]
card-text: ARCHITECT & CIVIL ENGINEER. Over J. L. Murray's Shop (Gray's New Buildings), QUEEN STREET, MASTERTON. Telephone 336. P.O. Box 60. bbox=[411, 535, 544, 585]
ad-line: FIT WELL, bbox=[56, 298, 93, 308]
advertiser-name: RUPERT T. HOSKING, D.D.S. bbox=[420, 816, 535, 839]
ad-headline: GENERAL ENGINEERS, bbox=[13, 440, 136, 452]
ad-line: Bolts of all descriptions at decidedly low prices. bbox=[8, 522, 141, 542]
advertiser-name: SEATON AND SLADDEN bbox=[415, 748, 540, 760]
article-federal-capital bbox=[676, 501, 807, 979]
card-label: [CARD.] bbox=[462, 509, 493, 519]
ad-line: The Celebrated DOHERTY RACQUET stocked. Come and have a look bbox=[295, 1602, 400, 1632]
ad-line: Your order will receive our best ser- ice and prompt attention. bbox=[8, 342, 129, 363]
news-paragraph: Already a good response has been received from the gentlemen offered the positions of judge of the various classes at Masterton Show next month. The following have so far written to the Secretary of the As- sociation (Mr G. E. Sykes) signify- ing their acceptance of the positions:—Heavy draughts and harness, Messrs G. B. Starkey, Amberley, Christchurch, R. E. McKee, Hawera; Jerseys and Ayrshires, Mr W. V. Parkinson, Nurses, Taranaki; Farm- ers' sheep, W.L. Rutherford, W. R. Chrystall, Argyle East, Hawke's Bay; Fat sheep, Mr W. Richmond, Turiroa, Hawke's Bay; Agricultural Produce, Mr L. A. Abraham, Palmerston; Bread and Scones, Mrs Wm. Perry and Miss Tabor. bbox=[945, 815, 1107, 955]
advertiser-name: VARNHAM AND ROSE bbox=[420, 599, 535, 611]
local-and-general bbox=[810, 105, 938, 1776]
article-topical-reading bbox=[551, 1144, 673, 1542]
contents-entry: Page 1—Wanted, and General Adver- tisements. bbox=[411, 1353, 526, 1374]
advertiser-name: JOHN CORADINE, bbox=[430, 264, 525, 276]
ad-line: THE Challen Pianos have an honourable heredity of a century. They have also a high- ly distinguished present charac- ter. By consistent progress in every piano essential, the Chal- len secures accumulating pros- perity. bbox=[295, 997, 400, 1067]
news-paragraph: An inebriate named David Swan was charged with a second offence within six months at the Masterton Police Court yesterday morning. Mr J. H. Pauling, J.P., who occupied the Bench, cautioned accused, who had been locked up since Saturday, and convicted and discharged him. bbox=[945, 322, 1107, 382]
card-text: SAWMILLERS AND TIMBER MER- CHANTS, QUEEN & CHAPEL STREETS, MASTERTON. TOTARA, Matai, Rimu and White Pine, dressed or in the rough, al- ways in stock. Also, Sashes, Doors and Mouldings. Telephone No. 47. bbox=[411, 911, 544, 971]
ad-line: Gloves, 1d, 3d and 6d pair. bbox=[295, 371, 377, 381]
nameplate-subtitle: MORNING DAILY bbox=[445, 1541, 510, 1551]
ad-line: QUEEN STREET . . MASTERTON bbox=[16, 699, 133, 709]
contents bbox=[407, 1334, 548, 1491]
ad-line: P. VIRTUE, bbox=[246, 354, 283, 364]
advertiser-name: Robt. POOK, bbox=[171, 482, 262, 500]
ad-challen-pianos bbox=[291, 954, 404, 1228]
ad-line: Double and Single Buggies, Farm Drays Contractors' Drays, Lorries and Waggons. bbox=[8, 566, 141, 586]
article-headline: PRECEDENCE. bbox=[708, 984, 775, 995]
card-electrical bbox=[407, 407, 548, 506]
ad-line: BARTLETT and THE BEST is synonymous with photo- graphic excellence; as evinced bbox=[150, 598, 283, 628]
card-monro bbox=[407, 653, 548, 734]
ad-headline: High Power Gas Lamps. bbox=[17, 923, 132, 935]
news-paragraph: Of the great piano makers, there is al- ways one that can be most safely trusted to furnish the instrument required in any single case. The Bowden Piano Com- pany stocks the instruments of all the great houses. Before you buy a piano you will do well to profit by the Com- pany's experience, and if you want to buy on easy terms, the Company will ar- range the matter for you, without any embarrassing conditions. In a well- ordered house of this century, a piano is as necessary as a sideboard. Local re- presentative, Mr T. B. Hunter. bbox=[814, 1617, 934, 1767]
ad-line: DARK TAN, Cross Straps, pump soles 13/6 bbox=[295, 741, 397, 762]
ad-line: ROVER CYCLES, MOTOR CYCLES AND CARS. bbox=[11, 789, 138, 808]
advertiser-name: MR H. H. REYNOLDS bbox=[423, 322, 532, 334]
ad-line: THE GAS DEPARTMENT will fix you a 700-C.P. Lamp, complete, for the sum of £8 10s, or a 1,000-C.P. Lamp, complete for the sum of £10 10s. No trouble, no worry, no personal attention on the part of the customer is required. Cheap, reliable, effective. bbox=[8, 937, 141, 1007]
contents-entry: Page 4—Leader, Locals. bbox=[411, 1408, 486, 1418]
news-paragraph: An excellent cinematograph enter- tainment was given in the Town Hall last evening by the Taylor- Carrington Company. The Hall was crowded, and the audience most en- thusiastic all through. The pictures were varied and very distinct. Cer- tainly a more interesting series has not been screened before a Masterton audience. A feature of the entertain- ment was the excellent coloured films, particularly those depicting in- cidents in the life of Mary Queen of Scots, and scenes from Romeo and Juliet. "Scenes in Constanti- nople" was also another capital picture. The comic films were super- ior to anything before seen in Mas- terton and kept the audience in roars of laughter all through. bbox=[814, 1080, 934, 1270]
news-paragraph: The case of alleged incendiarism against J. Chew will be heard in the Magistrate's Court, Carterton, to- day. The proceedings are expected to occupy the best part of the day, as there are a large number of wit- nesses to be examined. bbox=[945, 218, 1107, 268]
advertiser-name: W. H. BARTLETT, bbox=[155, 538, 278, 556]
ad-line: Tines and Plow Chains. Also Back Chains and Pegs. bbox=[8, 466, 141, 486]
expense-row: Lunches 3 6 bbox=[680, 416, 718, 426]
news-paragraph: A meeting of the various com- mittees of the Masterton Horticul- tural and Industrial Society is to be held early next month, when matters in connection with the inau- gural show in March are to be dealt with. The Society has booked the Drill Hall for the purposes of the exhibition of exhibits and has also pencilled the same date (March 25) for the Town Hall, in which it is proposed to hold a popular entertainment in conjunction with the show. bbox=[945, 723, 1107, 813]
nameplate bbox=[407, 1491, 548, 1778]
card-label: [CARD.] bbox=[462, 252, 493, 262]
ad-headline: THE W.F.C.A. SALE. bbox=[57, 121, 234, 143]
article-text: Not the least difficult of the problems connected with South African union is the selection of the future Federal capital, which the meeting of the National Convention has again brought to the front. Throughout the country generally, and especially among the inhabitants of the various rival centres, the question seems to be exciting quite as much interest as the larger issues involved. At the moment the struggle lies between Capetown and Bloemfontein, and Pretoria. Each is making strenuous efforts to make good its claim, and to influence neutral opinion in its fav- our. Bloemfontein has cleverly stolen a march on its competitors by pub- lishing a lavishly-illustrated pamph- let setting forth in great detail its manifold attractions, a copy of which publication, sent from the press, was despatched post haste to each member of the Convention at Durban. The chief merit of the Orange River Colony's capital is its geographical position. It is the most central of the competing towns, and its proximity to Natal is gaining it a good deal of not altogether disinter- ested support in that colony. It is believed that the bugbear of Delagoa Bay is likely to tell against the election of Pretoria, although influ- ential people in the Transvaal, from the Prime Minister downwards, are losing no opportunity of trumpeting abroad its advantages. Capetown is seriously handicapped by reason of its situation at the extremity of the sub-continent. On practically all other grounds, it is urged, its claim to priority is undoubted. It is the parent city of South Africa, the cradle of both Dutch and British colonisation. Whatever the outcome, there can be no doubt that the strug- gle will be keen. bbox=[680, 518, 803, 969]
ad-line: shop. And you will save a few shillings on the cost also. bbox=[150, 459, 283, 479]
ad-headline: BARTLETT bbox=[176, 676, 257, 694]
advertiser-name: R. LOW, bbox=[187, 738, 246, 756]
article-headline: MORE WAGES FOR CLERKS. bbox=[698, 48, 785, 68]
